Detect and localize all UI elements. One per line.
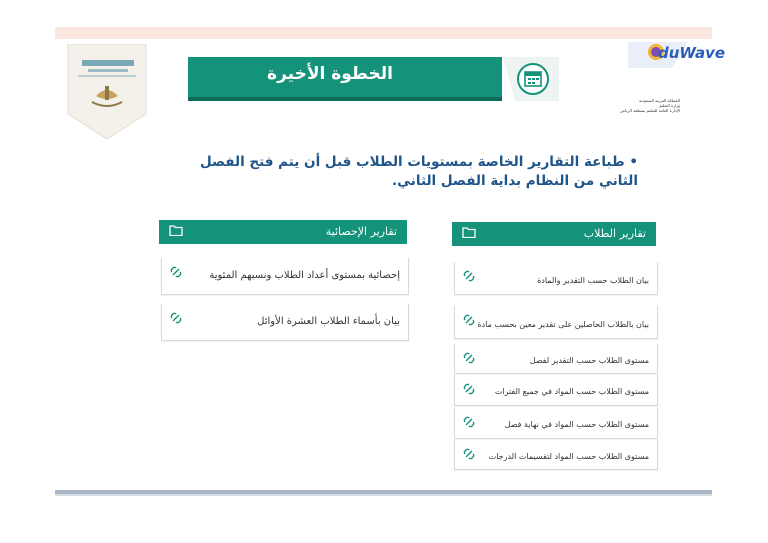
report-link-level-grade-semester[interactable] xyxy=(454,344,658,374)
students-reports-title: تقارير الطلاب xyxy=(583,227,646,240)
report-label: إحصائية بمستوى أعداد الطلاب ونسبهم المئوية xyxy=(209,270,400,281)
report-link-students-specific-grade[interactable] xyxy=(454,306,658,339)
report-link-student-grade-subject[interactable] xyxy=(454,262,658,295)
report-label: بيان الطلاب حسب التقدير والمادة xyxy=(537,276,649,285)
instruction-bullet: • طباعة التقارير الخاصة بمستويات الطلاب قبل أن يتم فتح الفصل الثاني من النظام بداية الفصل الثاني. xyxy=(199,154,638,189)
report-link-students-count-percent[interactable] xyxy=(161,258,409,295)
report-label: مستوى الطلاب حسب المواد لتقسيمات الدرجات xyxy=(488,452,649,461)
folder-icon xyxy=(169,225,183,236)
link-icon xyxy=(463,349,475,361)
report-link-level-subjects-all-periods[interactable] xyxy=(454,375,658,406)
report-link-level-subjects-grade-divisions[interactable] xyxy=(454,440,658,470)
eduwave-wordmark: duWave xyxy=(658,44,726,62)
report-label: مستوى الطلاب حسب المواد في جميع الفترات xyxy=(494,387,649,396)
report-label: بيان بأسماء الطلاب العشرة الأوائل xyxy=(257,316,400,327)
ministry-logo xyxy=(66,44,148,140)
link-icon xyxy=(463,413,475,425)
link-icon xyxy=(463,380,475,392)
link-icon xyxy=(463,311,475,323)
page-title: الخطوة الأخيرة xyxy=(267,64,393,84)
link-icon xyxy=(463,445,475,457)
header-line-ministry: وزارة التعليم xyxy=(659,103,680,108)
bottom-divider-light xyxy=(55,494,712,496)
report-label: مستوى الطلاب حسب التقدير لفصل xyxy=(529,356,649,365)
link-icon xyxy=(463,267,475,279)
header-line-directorate: الإدارة العامة للتعليم بمنطقة الرياض xyxy=(620,108,680,113)
header-line-country: المملكة العربية السعودية xyxy=(638,98,680,103)
top-band xyxy=(55,27,712,39)
link-icon xyxy=(170,263,182,275)
stats-reports-header[interactable] xyxy=(159,220,407,244)
title-bar-shadow xyxy=(188,97,502,101)
report-label: بيان بالطلاب الحاصلين على تقدير معين بحسب مادة xyxy=(477,320,649,329)
report-label: مستوى الطلاب حسب المواد في نهاية فصل xyxy=(504,420,649,429)
report-link-level-subjects-end-semester[interactable] xyxy=(454,408,658,439)
calendar-badge xyxy=(503,57,559,101)
students-reports-header[interactable] xyxy=(452,222,656,246)
stats-reports-title: تقارير الإحصائية xyxy=(325,225,397,238)
report-link-top-ten-students[interactable] xyxy=(161,304,409,341)
ministry-header-text xyxy=(614,98,680,113)
folder-icon xyxy=(462,227,476,238)
link-icon xyxy=(170,309,182,321)
